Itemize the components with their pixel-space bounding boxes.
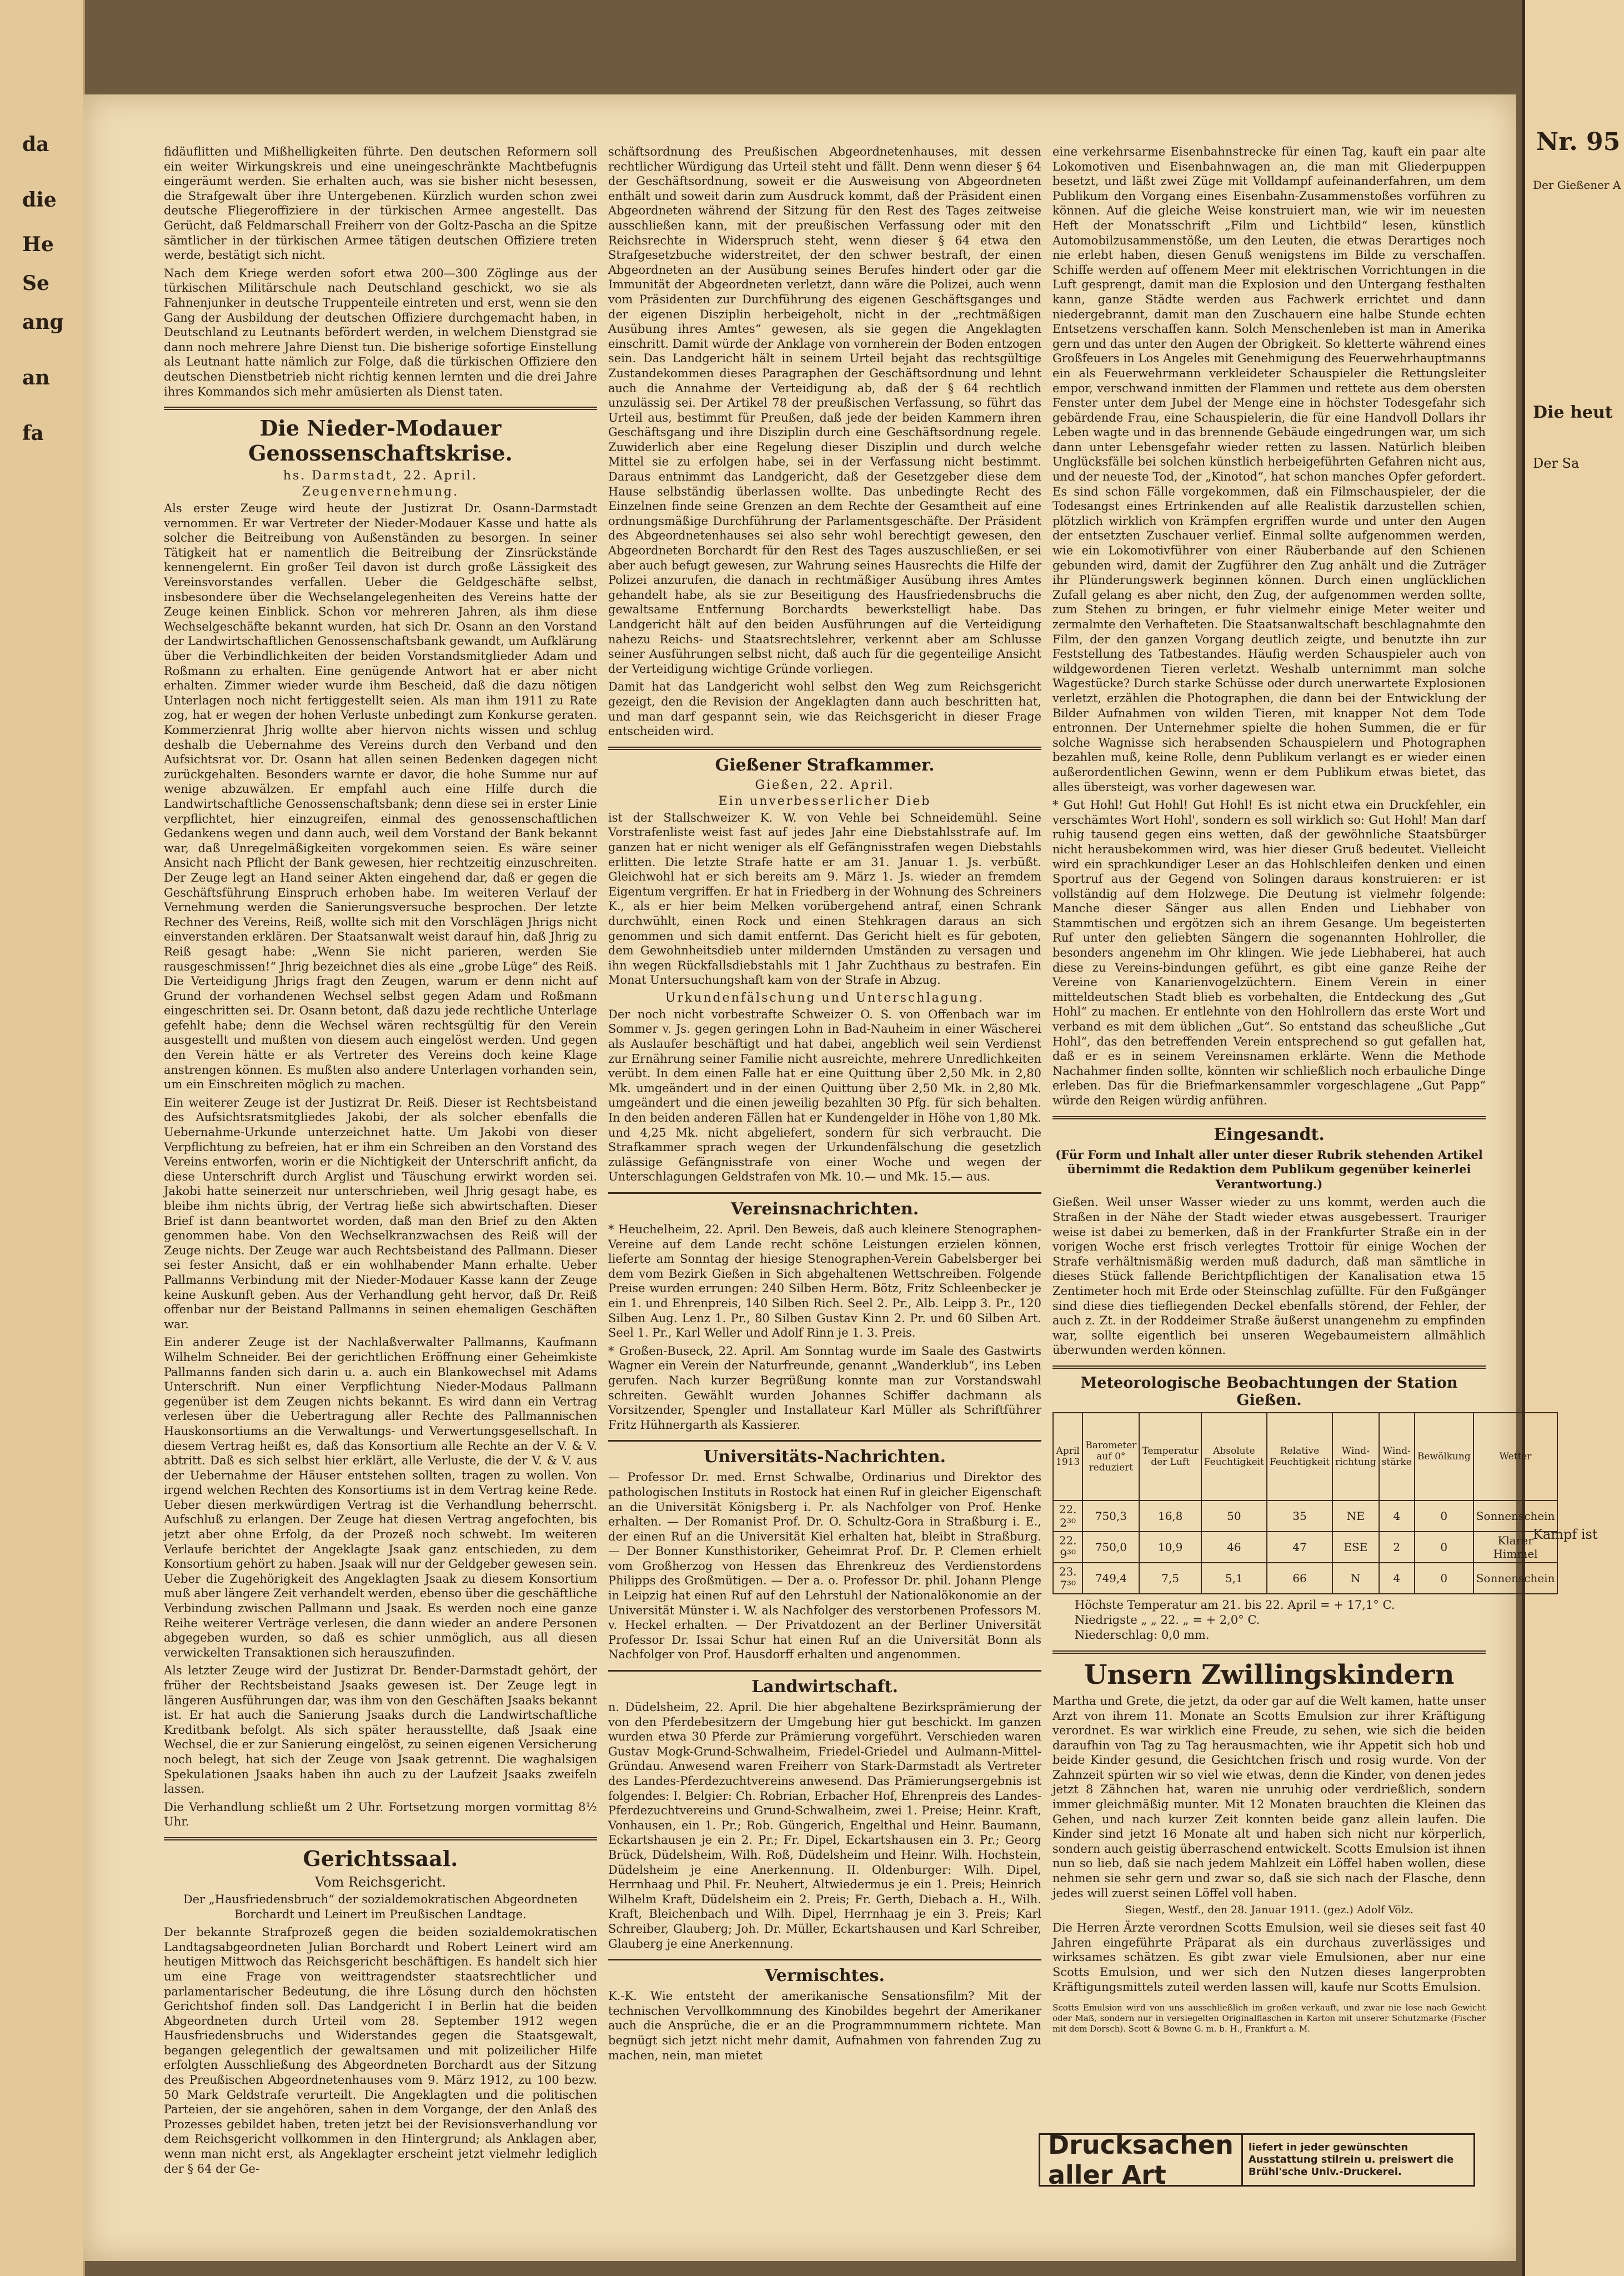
advertisement-signature: Siegen, Westf., den 28. Januar 1911. (gez.) Adolf Völz. <box>1125 1904 1414 1917</box>
left-margin-fragment: an <box>22 366 50 389</box>
table-cell: 0 <box>1415 1563 1473 1594</box>
article-heading: Die Nieder-Modauer Genossenschaftskrise. <box>248 416 513 466</box>
printing-advertisement <box>1039 2130 1475 2190</box>
table-cell: 22. 9³⁰ <box>1053 1532 1082 1563</box>
column-3 <box>1052 144 1555 2043</box>
divider <box>164 1837 597 1840</box>
next-page-number: Nr. 95 <box>1536 128 1621 156</box>
table-cell: Sonnenschein <box>1473 1500 1558 1532</box>
subheading: Vom Reichsgericht. <box>314 1874 446 1890</box>
paragraph: * Großen-Buseck, 22. April. Am Sonntag wurde im Saale des Gastwirts Wagner ein Verein der Naturfreunde, genannt „Wanderklub“, ins Leben gerufen. Nach kurzer Begrüßung konnte man zur Vorstandswahl schreiten. Gewählt wurden Johannes Schiffer dachmann als Vorsitzender, Spengler und Installateur Karl Müller als Schriftführer Fritz Hühnergarth als Kassierer. <box>608 1344 1041 1432</box>
weather-note: Höchste Temperatur am 21. bis 22. April = + 17,1° C. <box>1075 1598 1395 1612</box>
section-heading: Gerichtssaal. <box>303 1845 458 1871</box>
paragraph: * Gut Hohl! Gut Hohl! Gut Hohl! Es ist nicht etwa ein Druckfehler, ein verschämtes Wort Hohl', sondern es soll wirklich so: Gut Hohl! Man darf ruhig tausend gegen eins wetten, daß der gewöhnliche Staatsbürger nicht herausbekommen wird, was hier dieser Gruß bedeutet. Vielleicht wird ein sprachkundiger Leser an das Hohlschleifen denken und einen Sportruf aus der Gegend von Solingen daraus konstruieren: er ist vollständig auf dem Holzwege. Die Deutung ist vielmehr folgende: Manche dieser Sänger aus allen Enden und Liebhaber von Stammtischen und ergötzen sich an ihrem Gesange. Um begeisterten Ruf unter den geliebten Sängern die sogenannten Hohlroller, die besonders angenehm im Ohr klingen. Wie jede Liebhaberei, hat auch diese zu Vereins-bindungen geführt, es gibt eine ganze Reihe der Vereine von Kanarienvogelzüchtern. Einem Verein in einer mitteldeutschen Stadt blieb es vorbehalten, die Entdeckung des „Gut Hohl“ zu machen. Er entlehnte von den Hohlrollern das erste Wort und verband es mit dem üblichen „Gut“. So entstand das scheußliche „Gut Hohl“, das den betreffenden Verein entsprechend so gut gefallen hat, daß er es in seinem Vereinsnamen erklärte. Wenn die Methode Nachahmer finden sollte, könnten wir schließlich noch erbauliche Dinge erleben. Das für die Briefmarkensammler vorgeschlagene „Gut Papp“ würde den Reigen würdig anführen. <box>1052 798 1486 1107</box>
paragraph: — Professor Dr. med. Ernst Schwalbe, Ordinarius und Direktor des pathologischen Instituts in Rostock hat einen Ruf in gleicher Eigenschaft an die Universität Königsberg i. Pr. als Nachfolger von Prof. Henke erhalten. — Der Romanist Prof. Dr. O. Schultz-Gora in Straßburg i. E., der einen Ruf an die Universität Kiel erhalten hat, bleibt in Straßburg. — Der Bonner Kunsthistoriker, Geheimrat Prof. Dr. P. Clemen erhielt vom Großherzog von Hessen das Ehrenkreuz des Verdienstordens Philipps des Großmütigen. — Der a. o. Professor Dr. phil. Johann Plenge in Leipzig hat einen Ruf auf den Lehrstuhl der Nationalökonomie an der Universität Münster i. W. als Nachfolger des verstorbenen Professors M. v. Heckel erhalten. — Der Privatdozent an der Berliner Universität Professor Dr. Issai Schur hat einen Ruf an die Universität Bonn als Nachfolger von Prof. Hausdorff erhalten und angenommen. <box>608 1470 1041 1662</box>
left-margin-fragment: He <box>22 233 54 256</box>
weather-note: Niedrigste „ „ 22. „ = + 2,0° C. <box>1075 1613 1260 1627</box>
paragraph: Damit hat das Landgericht wohl selbst den Weg zum Reichsgericht gezeigt, den die Revision der Angeklagten dann auch beschritten hat, und man darf gespannt sein, wie das Reichsgericht in dieser Frage entscheiden wird. <box>608 680 1041 738</box>
weather-col-header: Absolute Feuchtigkeit <box>1201 1413 1267 1500</box>
divider <box>608 747 1041 750</box>
table-cell: 66 <box>1267 1563 1332 1594</box>
weather-table <box>1052 1412 1558 1594</box>
table-cell: 47 <box>1267 1532 1332 1563</box>
column-2 <box>608 144 1041 2066</box>
table-cell: 46 <box>1201 1532 1267 1563</box>
paragraph: Der noch nicht vorbestrafte Schweizer O. S. von Offenbach war im Sommer v. Js. gegen geringen Lohn in Bad-Nauheim in einer Wäscherei als Auslaufer beschäftigt und hat dabei, angeblich weil sein Verdienst zur Ernährung seiner Familie nicht ausreichte, mehrere Unredlichkeiten verübt. In dem einen Falle hat er eine Quittung über 2,50 Mk. in 2,80 Mk. umgeändert und in der einen Quittung über 2,50 Mk. in 2,80 Mk. umgeändert und die einen jeweilig bezahlten 30 Pfg. für sich behalten. In den beiden anderen Fällen hat er Kundengelder in Höhe von 1,80 Mk. und 4,25 Mk. nicht abgeliefert, sondern für sich verbraucht. Die Strafkammer sprach wegen der Urkundenfälschung die gesetzlich zulässige Gefängnisstrafe von einer Woche und wegen der Unterschlagungen Geldstrafen von Mk. 10.— und Mk. 15.— aus. <box>608 1007 1041 1184</box>
weather-col-header: Temperatur der Luft <box>1139 1413 1201 1500</box>
paragraph: Der „Hausfriedensbruch“ der sozialdemokratischen Abgeordneten Borchardt und Leinert im Preußischen Landtage. <box>183 1892 578 1921</box>
paragraph: Ein weiterer Zeuge ist der Justizrat Dr. Reiß. Dieser ist Rechtsbeistand des Aufsichtsratsmitgliedes Jakobi, der als solcher ebenfalls die Uebernahme-Urkunde unterzeichnet hatte. Um Jakobi von dieser Verpflichtung zu befreien, hat er ihm ein Schreiben an den Vorstand des Vereins entworfen, worin er die Nichtigkeit der Unterschrift anficht, da diese Unterschrift durch Arglist und Täuschung erwirkt worden sei. Jakobi hatte seinerzeit nur unterschrieben, weil Jhrig gesagt habe, es bleibe ihm nichts übrig, der Vertrag ließe sich abwirtschaften. Dieser Brief ist dann beantwortet worden, daß man den Brief zu den Akten genommen habe. Von den Wechselkranzwachsen des Reiß will der Zeuge nichts. Der Zeuge war auch Rechtsbeistand des Pallmann. Dieser sei fester Ansicht, daß er ein wohlhabender Mann erhalte. Ueber Pallmanns Verbindung mit der Nieder-Modauer Kasse kann der Zeuge keine Auskunft geben. Aus der Verhandlung geht hervor, daß Dr. Reiß offenbar nur der Beistand Pallmanns in seinen ehemaligen Geschäften war. <box>164 1096 597 1331</box>
table-cell: 50 <box>1201 1500 1267 1532</box>
table-cell: 23. 7³⁰ <box>1053 1563 1082 1594</box>
weather-table-title: Meteorologische Beobachtungen der Station Gießen. <box>1080 1374 1458 1409</box>
table-cell: N <box>1332 1563 1379 1594</box>
weather-col-header: Wind-stärke <box>1379 1413 1415 1500</box>
dateline: hs. Darmstadt, 22. April. <box>283 469 478 483</box>
next-page-fragment: Der Gießener A <box>1533 178 1621 192</box>
paragraph: K.-K. Wie entsteht der amerikanische Sensationsfilm? Mit der technischen Vervollkommnung des Kinobildes begehrt der Amerikaner auch die Ansprüche, die er an die Programmnummern richtete. Man begnügt sich jetzt nicht mehr damit, Aufnahmen von fahrenden Zug zu machen, nein, man mietet <box>608 1989 1041 2062</box>
left-margin-fragment: ang <box>22 311 64 334</box>
printing-ad-title: Drucksachen aller Art <box>1040 2135 1243 2185</box>
previous-page-edge <box>0 0 85 2276</box>
next-page-fragment: Die heut <box>1533 403 1613 422</box>
table-cell: 10,9 <box>1139 1532 1201 1563</box>
paragraph: Als erster Zeuge wird heute der Justizrat Dr. Osann-Darmstadt vernommen. Er war Vertreter der Nieder-Modauer Kasse und hatte als solcher die Beitreibung von Außenständen zu besorgen. In seiner Tätigkeit hat er namentlich die Beitreibung der Zinsrückstände kennengelernt. Ein großer Teil davon ist durch große Lässigkeit des Vereinsvorstandes verfallen. Ueber die Geldgeschäfte selbst, insbesondere über die Wechselangelegenheiten des Vereins hatte der Zeuge keinen Einblick. Schon vor mehreren Jahren, als ihm diese Wechselgeschäfte bekannt wurden, hat sich Dr. Osann an den Vorstand der Landwirtschaftlichen Genossenschaftsbank gewandt, um Aufklärung über die Verbindlichkeiten der beiden Vorstandsmitglieder Adam und Roßmann zu erhalten. Eine genügende Antwort hat er aber nicht erhalten. Zimmer wieder wurde ihm Bescheid, daß die dazu nötigen Unterlagen noch nicht fertiggestellt seien. Als man ihm 1911 zu Rate zog, hat er wegen der hohen Verluste unbedingt zum Konkurse geraten. Kommerzienrat Jhrig wollte aber hiervon nichts wissen und schlug deshalb die Uebernahme des Vereins durch den Verband und den Aufsichtsrat vor. Dr. Osann hat allen seinen Bedenken dagegen nicht zurückgehalten. Besonders warnte er davor, die hohe Summe nur auf wenige abzuwälzen. Er empfahl auch eine Hilfe durch die Landwirtschaftliche Genossenschaftsbank; denn diese sei in erster Linie verpflichtet, hier einzugreifen, einmal des genossenschaftlichen Gedankens wegen und dann auch, weil dem Vorstand der Bank bekannt war, daß Unregelmäßigkeiten vorgekommen seien. Es wäre seiner Ansicht nach Pflicht der Bank gewesen, hier rechtzeitig einzuschreiten. Der Zeuge legt an Hand seiner Akten eingehend dar, daß er gegen die Geschäftsführung Einspruch erhoben habe. Im weiteren Verlauf der Vernehmung werden die Sanierungsversuche besprochen. Der letzte Rechner des Vereins, Reiß, wollte sich mit den Vorschlägen Jhrigs nicht einverstanden erklären. Der Staatsanwalt weist darauf hin, daß Jhrig zu Reiß gesagt habe: „Wenn Sie nicht parieren, werden Sie rausgeschmissen!“ Jhrig bezeichnet dies als eine „grobe Lüge“ des Reiß. Die Verteidigung Jhrigs fragt den Zeugen, warum er denn nicht auf Grund der vorhandenen Wechsel selbst gegen Adam und Roßmann eingeschritten sei. Dr. Osann betont, daß dazu jede rechtliche Unterlage gefehlt habe; denn die Wechsel wären rechtsgültig für den Verein ausgestellt und mußten von diesem auch eingelöst werden. Und gegen den Verein hätte er als Vertreter des Vereins doch keine Klage anstrengen können. Es mußten also andere Unterlagen vorhanden sein, um ein Einschreiten möglich zu machen. <box>164 502 597 1092</box>
table-cell: 22. 2³⁰ <box>1053 1500 1082 1532</box>
disclaimer: (Für Form und Inhalt aller unter dieser Rubrik stehenden Artikel übernimmt die Redaktion dem Publikum gegenüber keinerlei Verantwortung.) <box>1055 1147 1483 1191</box>
subheading: Zeugenvernehmung. <box>302 485 459 499</box>
left-margin-fragment: Se <box>22 272 49 295</box>
divider <box>608 1440 1041 1442</box>
weather-note: Niederschlag: 0,0 mm. <box>1075 1628 1210 1642</box>
table-cell: 750,3 <box>1082 1500 1139 1532</box>
table-cell: 7,5 <box>1139 1563 1201 1594</box>
paragraph: Die Verhandlung schließt um 2 Uhr. Fortsetzung morgen vormittag 8½ Uhr. <box>164 1800 597 1829</box>
table-row <box>1053 1532 1557 1563</box>
paragraph: schäftsordnung des Preußischen Abgeordnetenhauses, mit dessen rechtlicher Würdigung das Urteil steht und fällt. Denn wenn dieser § 64 der Geschäftsordnung, soweit er die Ausweisung von Abgeordneten enthält und soweit darin zum Ausdruck kommt, daß der Präsident einen Abgeordneten während der Sitzung für den Rest des Tages zeitweise ausschließen kann, mit der preußischen Verfassung oder mit den Reichsrechte in Widerspruch steht, wenn dieser § 64 etwa den Strafgesetzbuche widerstreitet, der den schwer bestraft, der einen Abgeordneten an der Ausübung seines Berufes hindert oder gar die Immunität der Abgeordneten verletzt, dann wäre die Polizei, auch wenn vom Präsidenten zur Durchführung des eigenen Geschäftsganges und der eigenen Disziplin herbeigeholt, nicht in der „rechtmäßigen Ausübung ihres Amtes“ gewesen, als sie gegen die Angeklagten einschritt. Damit würde der Anklage von vornherein der Boden entzogen sein. Das Landgericht hält in seinem Urteil bejaht das rechtsgültige Zustandekommen dieses Paragraphen der Geschäftsordnung und lehnt auch die Annahme der Verteidigung ab, daß der § 64 rechtlich unzulässig sei. Der Artikel 78 der preußischen Verfassung, so führt das Urteil aus, bestimmt für Preußen, daß jede der beiden Kammern ihren Geschäftsgang und ihre Disziplin durch eine Geschäftsordnung regele. Zuwiderlich aber eine Regelung dieser Disziplin und durch welche Mittel sie zu erfolgen habe, sei in der Verfassung nicht bestimmt. Daraus entnimmt das Landgericht, daß der Gesetzgeber diese dem Hause selbständig überlassen wollte. Das unbedingte Recht des Einzelnen finde seine Grenzen an dem Rechte der Gesamtheit auf eine ordnungsmäßige Durchführung der Parlamentsgeschäfte. Der Präsident des Abgeordnetenhauses sei also sehr wohl berechtigt gewesen, den Abgeordneten Borchardt für den Rest des Tages auszuschließen, er sei aber auch befugt gewesen, zur Wahrung seines Hausrechts die Hilfe der Polizei anzurufen, die danach in rechtmäßiger Ausübung ihres Amtes gehandelt habe, als sie zur Beseitigung des Hausfriedensbruchs die gewaltsame Entfernung Borchardts bewerkstelligt habe. Das Landgericht hält auf den beiden Ausführungen auf die Verteidigung nahezu Reichs- und Staatsrechtslehrer, verkennt aber am Schlusse seiner Ausführungen selbst nicht, daß auch für die gegenteilige Ansicht der Verteidigung wichtige Gründe vorliegen. <box>608 145 1041 676</box>
table-cell: 749,4 <box>1082 1563 1139 1594</box>
table-cell: 5,1 <box>1201 1563 1267 1594</box>
paragraph: Der bekannte Strafprozeß gegen die beiden sozialdemokratischen Landtagsabgeordneten Julian Borchardt und Robert Leinert wird am heutigen Mittwoch das Reichsgericht beschäftigen. Es handelt sich hier um eine Frage von weittragendster staatsrechtlicher und parlamentarischer Bedeutung, die ihre Lösung durch den höchsten Gerichtshof finden soll. Das Landgericht I in Berlin hat die beiden Abgeordneten durch Urteil vom 28. September 1912 wegen Hausfriedensbruchs und Widerstandes gegen die Staatsgewalt, begangen gelegentlich der gewaltsamen und mit polizeilicher Hilfe erfolgten Ausschließung des Abgeordneten Borchardt aus der Sitzung des Preußischen Abgeordnetenhauses vom 9. März 1912, zu 100 bezw. 50 Mark Geldstrafe verurteilt. Die Angeklagten und die politischen Parteien, der sie angehören, sahen in dem Vorgange, der den Anlaß des Prozesses gebildet haben, treten jetzt bei der Revisionsverhandlung vor dem Reichsgericht vollkommen in den Hintergrund; als Anklagen aber, wenn man nicht erst, als Angeklagter erscheint jetzt vielmehr lediglich der § 64 der Ge- <box>164 1925 597 2175</box>
divider <box>608 1192 1041 1194</box>
paragraph: n. Düdelsheim, 22. April. Die hier abgehaltene Bezirksprämierung der von den Pferdebesitzern der Umgebung hier gut beschickt. Im ganzen wurden etwa 30 Pferde zur Prämierung vorgeführt. Verschieden waren Gustav Mogk-Grund-Schwalheim, Friedel-Griedel und Aulmann-Mittel-Gründau. Anwesend waren Freiherr von Stark-Darmstadt als Vertreter des Landes-Pferdezuchtvereins anwesend. Das Prämierungsergebnis ist folgendes: I. Belgier: Ch. Robrian, Erbacher Hof, Ehrenpreis des Landes-Pferdezuchtvereins und Grund-Schwalheim, zwei 1. Preise; Heinr. Kraft, Vonhausen, ein 1. Pr.; Rob. Güngerich, Engelthal und Heinr. Baumann, Eckartshausen je ein 2. Pr.; Fr. Dipel, Eckartshausen ein 3. Pr.; Georg Brück, Düdelsheim, Wilh. Roß, Düdelsheim und Heinr. Wilh. Hochstein, Düdelsheim je eine Anerkennung. II. Oldenburger: Wilh. Dipel, Herrnhaag und Phil. Fr. Neuhert, Altwiedermus je ein 1. Preis; Heinrich Wilhelm Kraft, Düdelsheim ein 2. Preis; Fr. Gerth, Diebach a. H., Wilh. Kraft, Bleichenbach und Wilh. Dipel, Herrnhaag je ein 3. Preis; Karl Schreiber, Glauberg; Joh. Dr. Müller, Eckartshausen und Karl Schreiber, Glauberg je eine Anerkennung. <box>608 1700 1041 1950</box>
advertisement-text: Martha und Grete, die jetzt, da oder gar auf die Welt kamen, hatte unser Arzt von ihrem 11. Monate an Scotts Emulsion zur ihrer Kräftigung verordnet. Es war wirklich eine Freude, zu sehen, wie sich die beiden daraufhin von Tag zu Tag herausmachten, wie ihr Appetit sich hob und beide Kinder gesund, die Gesichtchen frisch und rosig wurde. Von der Zahnzeit spürten wir so viel wie etwas, denn die Kinder, von denen jedes jetzt 8 Zähnchen hat, waren nie unruhig oder verdrießlich, sondern immer gleichmäßig munter. Mit 12 Monaten brauchten die Kleinen das Gehen, und nach kurzer Zeit konnten beide ganz allein laufen. Die Kinder sind jetzt 16 Monate alt und haben sich nicht nur körperlich, sondern auch geistig überraschend entwickelt. Scotts Emulsion ist ihnen nun so lieb, daß sie nach jedem Mahlzeit ein Löffel haben wollen, diese nehmen sie sehr gern und zwar so, daß sie sich nach der Flasche, denn jedes will zuerst seinen Löffel voll haben. <box>1052 1694 1486 1900</box>
advertisement-heading: Unsern Zwillingskindern <box>1084 1659 1455 1690</box>
paragraph: eine verkehrsarme Eisenbahnstrecke für einen Tag, kauft ein paar alte Lokomotiven und Eisenbahnwagen an, die man mit Gliederpuppen besetzt, und läßt zwei Züge mit Volldampf aufeinanderfahren, um dem Publikum den Vorgang eines Eisenbahn-Zusammenstoßes vorführen zu können. Auf die gleiche Weise konstruiert man, wie wir im neuesten Heft der Monatsschrift „Film und Lichtbild“ lesen, künstlich Automobilzusammenstöße, um den Leuten, die etwas Derartiges noch nie erlebt haben, diesen Genuß wenigstens im Bilde zu verschaffen. Schiffe werden auf offenem Meer mit elektrischen Vorrichtungen in die Luft gesprengt, damit man die Explosion und den Untergang festhalten kann, ganze Städte werden aus Fachwerk errichtet und dann niedergebrannt, damit man den Zuschauern eine halbe Stunde echten Entsetzens verschaffen kann. Solch Menschenleben ist man in Amerika gern und das unter den Augen der Obrigkeit. So kletterte während eines Großfeuers in Los Angeles mit Genehmigung des Feuerwehrhauptmanns ein als Feuerwehrmann verkleideter Schauspieler die Rettungsleiter empor, verschwand inmitten der Flammen und rettete aus dem obersten Fenster unter dem Jubel der Menge eine in höchster Todesgefahr sich gebärdende Frau, eine Schauspielerin, die für eine Handvoll Dollars ihr Leben wagte und in das brennende Gebäude eingedrungen war, um sich dann unter Lebensgefahr wieder retten zu lassen. Natürlich bleiben Unglücksfälle bei solchen künstlich herbeigeführten Gefahren nicht aus, und der neueste Tod, der „Kinotod“, hat schon manches Opfer gefordert. Es sind schon Fälle vorgekommen, daß ein Filmschauspieler, der die Todesangst eines Ertrinkenden auf alle Realistik darzustellen schien, plötzlich wirklich von Krämpfen ergriffen wurde und unter den Augen der entsetzten Zuschauer verlief. Einmal sollte aufgenommen werden, wie ein Lokomotivführer von einer Räuberbande auf den Schienen gebunden wird, damit der Zugführer den Zug anhält und die Zuträger ihr Plünderungswerk beginnen können. Durch einen unglücklichen Zufall gelang es aber nicht, den Zug, der aufgenommen werden sollte, zum Stehen zu bringen, er fuhr vielmehr einige Meter weiter und zermalmte den Verhafteten. Die Staatsanwaltschaft beschlagnahmte den Film, der den ganzen Vorgang deutlich zeigte, und benutzte ihn zur Feststellung des Tatbestandes. Häufig werden Schauspieler auch von wildgewordenen Tieren verletzt. Weshalb unternimmt man solche Wagestücke? Durch starke Schüsse oder durch unerwartete Explosionen verletzt, erzählen die Photographen, die dann bei der Entwicklung der Bilder Aufnahmen von wilden Tieren, mit knapper Not dem Tode entronnen. Der Unternehmer spielte die hohen Summen, die er für solche Wagnisse sich herabsenden Schauspielern und Photographen bezahlen muß, keine Rolle, denn Publikum verlangt es er wieder einen außerordentlichen Gewinn, wenn er dem Publikum etwas bietet, das alles übersteigt, was vorher dagewesen war. <box>1052 145 1486 794</box>
section-heading: Vereinsnachrichten. <box>730 1199 919 1219</box>
table-cell: NE <box>1332 1500 1379 1532</box>
printing-ad-text: liefert in jeder gewünschten Ausstattung stilrein u. preiswert die Brühl'sche Univ.-Druckerei. <box>1248 2142 1454 2178</box>
divider <box>608 1959 1041 1960</box>
paragraph: Gießen. Weil unser Wasser wieder zu uns kommt, werden auch die Straßen in der Nähe der Stadt wieder etwas ausgebessert. Trauriger weise ist dabei zu bemerken, daß in der Frankfurter Straße ein in der vorigen Woche erst frisch verlegtes Trottoir für einige Wochen der Strafe verhältnismäßig werden muß dadurch, daß man sämtliche in dieses Stück fallende Berichtpflichtigen der Kanalisation etwa 15 Zentimeter hoch mit Erde oder Steinschlag zufüllte. Für den Fußgänger sind diese dies tiefliegenden Deckel ebenfalls störend, der Fehler, der auch z. Zt. in der Roddeimer Straße äußerst unangenehm zu empfinden war, sollte eigentlich bei unseren Wegebaumeistern allmählich überwunden werden können. <box>1052 1195 1486 1357</box>
divider <box>164 407 597 410</box>
weather-col-header: Wind-richtung <box>1332 1413 1379 1500</box>
weather-col-header: April 1913 <box>1053 1413 1082 1500</box>
section-heading: Landwirtschaft. <box>751 1677 898 1697</box>
weather-col-header: Wetter <box>1473 1413 1558 1500</box>
column-1 <box>164 144 597 2179</box>
newspaper-page <box>83 94 1555 2261</box>
dateline: Gießen, 22. April. <box>755 778 895 792</box>
advertisement-text: Die Herren Ärzte verordnen Scotts Emulsion, weil sie dieses seit fast 40 Jahren eingeführte Präparat als ein durchaus zuverlässiges und wirksames schätzen. Es gibt zwar viele Emulsionen, aber nur eine Scotts Emulsion, und wer sich den Nutzen dieses langerprobten Kräftigungsmittels zuteil werden lassen will, kaufe nur Scotts Emulsion. <box>1052 1921 1486 1994</box>
paragraph: * Heuchelheim, 22. April. Den Beweis, daß auch kleinere Stenographen-Vereine auf dem Lande recht schöne Leistungen erzielen können, lieferte am Sonntag der hiesige Stenographen-Verein Gabelsberger bei dem vom Bezirk Gießen in Sich abgehaltenen Wettschreiben. Folgende Preise wurden errungen: 240 Silben Herm. Bötz, Fritz Schleenbecker je ein 1. und Ehrenpreis, 140 Silben Rich. Seel 2. Pr., Alb. Leipp 3. Pr., 120 Silben Aug. Lenz 1. Pr., 80 Silben Gustav Kinn 2. Pr. und 60 Silben Art. Seel 1. Pr., Karl Weller und Adolf Rinn je 1. 3. Preis. <box>608 1223 1041 1340</box>
table-cell: ESE <box>1332 1532 1379 1563</box>
section-heading: Vermischtes. <box>765 1966 885 1986</box>
table-cell: 16,8 <box>1139 1500 1201 1532</box>
subheading: Urkundenfälschung und Unterschlagung. <box>665 991 985 1005</box>
table-cell: 750,0 <box>1082 1532 1139 1563</box>
paragraph: ist der Stallschweizer K. W. von Vehle bei Schneidemühl. Seine Vorstrafenliste weist fast auf jedes Jahr eine Diebstahlsstrafe auf. Im ganzen hat er nicht weniger als elf Gefängnisstrafen wegen Diebstahls erlitten. Die letzte Strafe hatte er am 31. Januar 1. Js. verbüßt. Gleichwohl hat er sich bereits am 9. März 1. Js. wieder an fremdem Eigentum vergriffen. Er hat in Friedberg in der Wohnung des Schreiners K., als er hier beim Melken vorübergehend antraf, einen Schrank durchwühlt, einen Rock und einen Stehkragen daraus an sich genommen und sich damit entfernt. Das Gericht hielt es für geboten, dem Gewohnheitsdieb unter mildernden Umständen zu versagen und ihn wegen Rückfallsdiebstahls mit 1 Jahr Zuchthaus zu bestrafen. Ein Monat Untersuchungshaft kam von der Strafe in Abzug. <box>608 811 1041 987</box>
table-row <box>1053 1500 1557 1532</box>
paragraph: Ein anderer Zeuge ist der Nachlaßverwalter Pallmanns, Kaufmann Wilhelm Schneider. Bei der gerichtlichen Eröffnung einer Geheimkiste Pallmanns fanden sich darin u. a. auch ein Blankowechsel mit Adams Unterschrift. Nun einer Verpflichtung Nieder-Modaus Pallmann gegenüber ist dem Zeugen nichts bekannt. Es wird dann ein Vertrag verlesen über die Uebertragung aller Rechte des Pallmannischen Hauskonsortiums an die Verwaltungs- und Verwertungsgesellschaft. In diesem Vertrag heißt es, daß das Konsortium alle Rechte an der V. & V. abtritt. Daß es sich selbst hier erklärt, alle Verluste, die der V. & V. aus der Uebernahme der Häuser entstehen sollten, tragen zu wollen. Von irgend welchen Rechten des Konsortiums ist in dem Vertrag keine Rede. Ueber diesen merkwürdigen Vertrag ist die Verhandlung beherrscht. Aufschluß zu erlangen. Der Zeuge hat diesen Vertrag angefochten, bis jetzt aber ohne Erfolg, da der Prozeß noch schwebt. Im weiteren Verlaufe berichtet der Angeklagte Jsaak ganz entschieden, zu dem Konsortium gehört zu haben. Jsaak will nur der Geldgeber gewesen sein. Ueber die Zugehörigkeit des Angeklagten Jsaak zu diesem Konsortium muß aber längere Zeit verhandelt werden, ebenso über die geschäftliche Verbindung zwischen Pallmann und Jsaak. Es werden noch eine ganze Reihe weiterer Verträge verlesen, die dann wieder an andere Personen abgegeben wurden, so daß es schier unmöglich, aus all diesen verwickelten Transaktionen sich herauszufinden. <box>164 1335 597 1659</box>
divider <box>1052 1650 1486 1654</box>
left-margin-fragment: da <box>22 133 49 156</box>
advertisement-fineprint: Scotts Emulsion wird von uns ausschließlich im großen verkauft, und zwar nie lose nach Gewicht oder Maß, sondern nur in versiegelten Originalflaschen in Karton mit unserer Schutzmarke (Fischer mit dem Dorsch). Scott & Bowne G. m. b. H., Frankfurt a. M. <box>1052 2003 1486 2034</box>
divider <box>608 1670 1041 1672</box>
left-margin-fragment: fa <box>22 422 44 445</box>
weather-col-header: Relative Feuchtigkeit <box>1267 1413 1332 1500</box>
left-margin-fragment: die <box>22 188 57 212</box>
weather-col-header: Barometer auf 0° reduziert <box>1082 1413 1139 1500</box>
article-intro: Nach dem Kriege werden sofort etwa 200—300 Zöglinge aus der türkischen Militärschule nach Deutschland geschickt, wo sie als Fahnenjunker in deutsche Truppenteile eintreten und erst, wenn sie den Gang der Ausbildung der deutschen Offiziere durchgemacht haben, in Deutschland zu Leutnants befördert werden, in welchem Dienstgrad sie dann noch mehrere Jahre Dienst tun. Die bisherige sofortige Einstellung als Leutnant hatte nämlich zur Folge, daß die türkischen Offiziere den deutschen Dienstbetrieb nicht richtig kennen lernten und die drei Jahre ihres Kommandos sich mehr amüsierten als Dienst taten. <box>164 266 597 398</box>
weather-header-row <box>1053 1413 1557 1500</box>
table-cell: Klarer Himmel <box>1473 1532 1558 1563</box>
table-cell: Sonnenschein <box>1473 1563 1558 1594</box>
paragraph: Als letzter Zeuge wird der Justizrat Dr. Bender-Darmstadt gehört, der früher der Rechtsbeistand Jsaaks gewesen ist. Der Zeuge legt in längeren Ausführungen dar, was ihm von den Geschäften Jsaaks bekannt ist. Er hat auch die Sanierung Jsaaks durch die Landwirtschaftliche Kreditbank befolgt. Als sich später herausstellte, daß Jsaak eine Wechsel, die er zur Sanierung eingelöst, zu seinen eigenen Versicherung noch belegt, hat sich der Zeuge von Jsaak getrennt. Die waghalsigen Spekulationen Jsaaks haben ihn auch zu der Laufzeit Jsaaks zweifeln lassen. <box>164 1664 597 1796</box>
table-cell: 35 <box>1267 1500 1332 1532</box>
subheading: Ein unverbesserlicher Dieb <box>718 794 931 808</box>
divider <box>1052 1116 1486 1119</box>
weather-col-header: Bewölkung <box>1415 1413 1473 1500</box>
table-cell: 4 <box>1379 1563 1415 1594</box>
section-heading: Universitäts-Nachrichten. <box>704 1447 946 1467</box>
divider <box>1052 1365 1486 1369</box>
next-page-edge <box>1522 0 1624 2276</box>
table-cell: 4 <box>1379 1500 1415 1532</box>
article-intro: fidäuflitten und Mißhelligkeiten führte. Den deutschen Reformern soll ein weiter Wirkungskreis und eine uneingeschränkte Machtbefugnis eingeräumt werden. Sie erhalten auch, was sie bisher nicht besessen, die Strafgewalt über ihre Untergebenen. Kürzlich wurden schon zwei deutsche Fliegeroffiziere in der türkischen Armee angestellt. Das Gerücht, daß Feldmarschall Freiherr von der Goltz-Pascha an die Spitze sämtlicher in der türkischen Armee tätigen deutschen Offiziere treten werde, bestätigt sich nicht. <box>164 145 597 262</box>
table-row <box>1053 1563 1557 1594</box>
section-heading: Eingesandt. <box>1214 1124 1325 1144</box>
table-cell: 0 <box>1415 1500 1473 1532</box>
next-page-fragment: Kampf ist <box>1533 1527 1598 1542</box>
next-page-fragment: Der Sa <box>1533 456 1580 471</box>
table-cell: 0 <box>1415 1532 1473 1563</box>
section-heading: Gießener Strafkammer. <box>715 755 935 775</box>
table-cell: 2 <box>1379 1532 1415 1563</box>
